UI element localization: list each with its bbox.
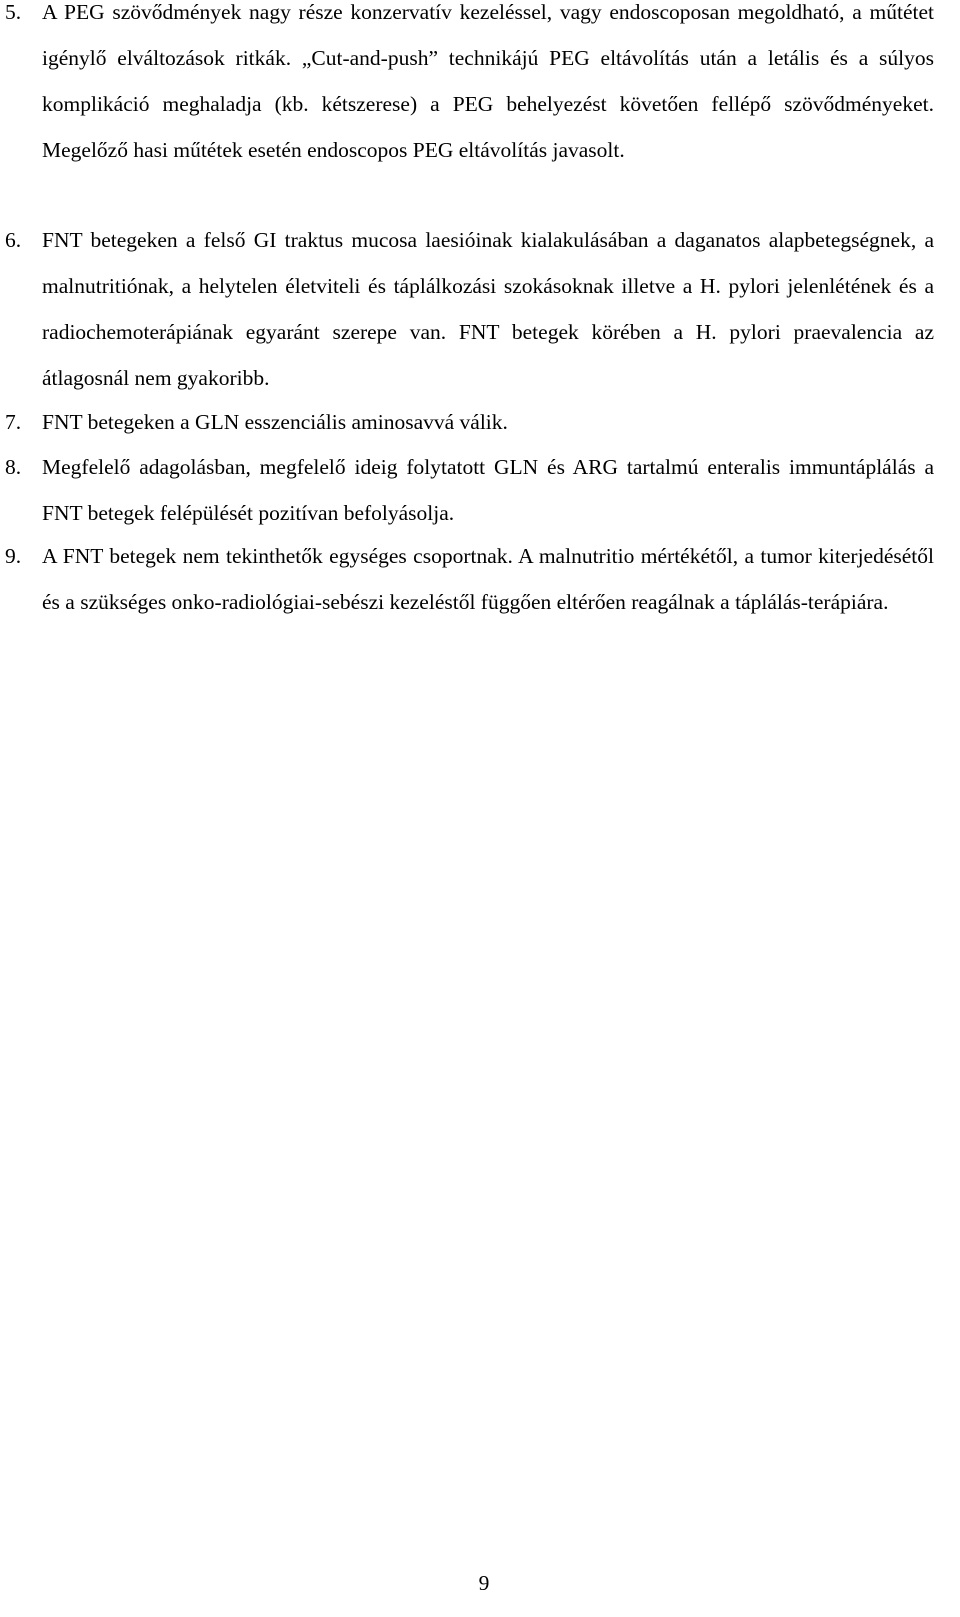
list-item [0, 444, 960, 536]
list-item-text: A PEG szövődmények nagy része konzervatív kezeléssel, vagy endoscoposan megoldható, a műtétet igénylő elváltozások ritkák. „Cut-and-push” technikájú PEG eltávolítás után a letális és a súlyos komplikáció meghaladja (kb. kétszerese) a PEG behelyezést követően fellépő szövődményeket. Megelőző hasi műtétek esetén endoscopos PEG eltávolítás javasolt. [42, 0, 934, 162]
list-item-text: A FNT betegek nem tekinthetők egységes csoportnak. A malnutritio mértékétől, a tumor kiterjedésétől és a szükséges onko-radiológiai-sebészi kezeléstől függően eltérően reagálnak a táplálás-terápiára. [42, 544, 934, 614]
list-item-text: FNT betegeken a GLN esszenciális aminosavvá válik. [42, 410, 508, 434]
list-item [0, 533, 960, 625]
list-item-number: 5. [5, 0, 22, 24]
list-item-number: 9. [5, 544, 22, 568]
list-item-number: 8. [5, 455, 22, 479]
page-number: 9 [478, 1571, 490, 1595]
list-item [0, 0, 960, 173]
list-item-text: FNT betegeken a felső GI traktus mucosa laesióinak kialakulásában a daganatos alapbetegségnek, a malnutritiónak, a helytelen életviteli és táplálkozási szokásoknak illetve a H. pylori jelenlétének és a radiochemoterápiának egyaránt szerepe van. FNT betegek körében a H. pylori praevalencia az átlagosnál nem gyakoribb. [42, 228, 934, 390]
list-item [0, 217, 960, 401]
list-item-number: 7. [5, 410, 22, 434]
list-item-number: 6. [5, 228, 22, 252]
list-item-text: Megfelelő adagolásban, megfelelő ideig folytatott GLN és ARG tartalmú enteralis immuntáplálás a FNT betegek felépülését pozitívan befolyásolja. [42, 455, 934, 525]
list-item [0, 399, 960, 445]
